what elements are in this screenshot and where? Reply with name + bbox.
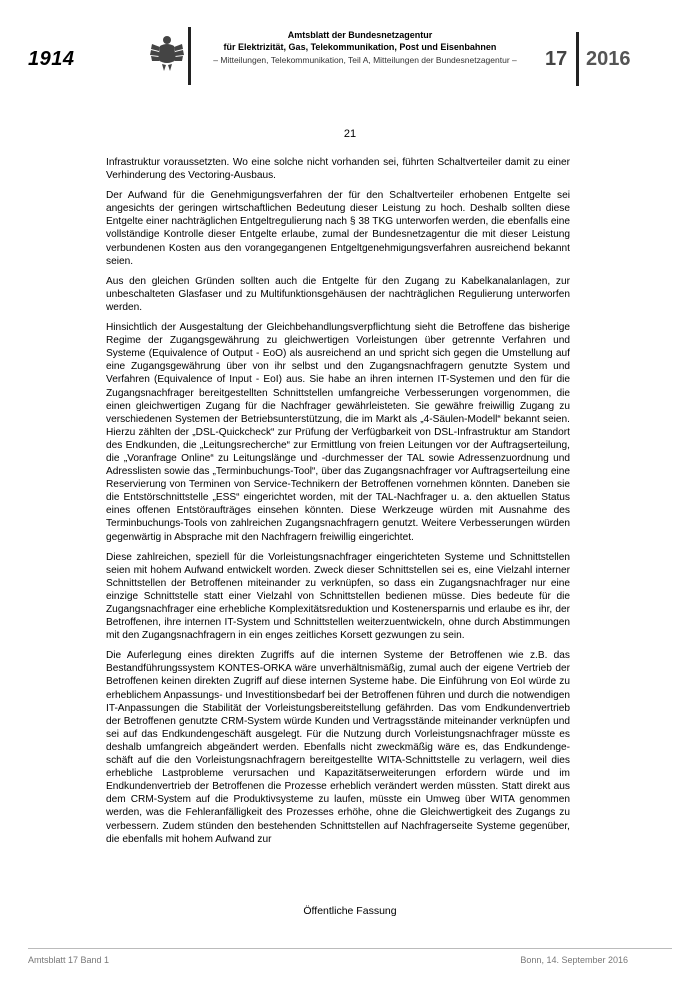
- footer-divider: [28, 948, 672, 949]
- footer-volume: Amtsblatt 17 Band 1: [28, 955, 110, 965]
- journal-title-line1: Amtsblatt der Bundesnetzagentur: [287, 30, 433, 40]
- journal-page-number: 1914: [28, 48, 75, 70]
- header-divider: [188, 27, 191, 85]
- issue-divider: [576, 32, 579, 86]
- paragraph: Hinsichtlich der Ausgestaltung der Gleichbehandlungsverpflichtung sieht die Betroffene das bisherige Regime der Zugangsgewährung zu gleichwertigen Vorleistungen über getrennte Verfahren und Systeme (Equivalence of Output - EoO) als ausreichend an und spricht sich gegen die Umstellung auf eine Zugangsgewährung über von ihr selbst und den Zugangsnachfragern genutzte System und Verfahren (Equivalence of Input - EoI) aus. Sie habe an ihren internen IT-Systemen und den für die Zugangsnachfrager bereitgestellten Schnittstellen umfangreiche Verbesserungen vorgenommen, die einen gleichwertigen Zugang für die Nachfrager gewährleisteten. Sie gewähre freiwillig Zugang zu verschiedenen Systemen der Betriebsunterstützung, die im Markt als „4-Säulen-Modell“ bekannt seien. Hierzu zählten der „DSL-Quickcheck“ zur Prüfung der Verfügbarkeit von DSL-Infrastruktur am Standort des Endkunden, die „Leitungsrecherche“ zur Ermittlung von freien Leitungen vor der Auftragserteilung, die „Voranfrage Online“ zu Leitungslänge und -durchmesser der TAL sowie Adressenzuordnung und Adresslisten sowie das „Terminbuchungs-Tool“, über das Zugangsnachfrager vor Auftragserteilung eine Reservierung von Terminen von Service-Technikern der Betroffenen vornehmen könnten. Daneben sie die Entstörschnittstelle „ESS“ eingerichtet worden, mit der TAL-Nachfrager u. a. den aktuellen Status eines offenen Entstöraufträges einsehen könnten. Diese Werkzeuge würden mit Ausnahme des Terminbuchungs-Tools von zahlreichen Zugangsnachfragern genutzt. Weitere Verbesserungen würden gegenwärtig in Absprache mit den Nachfragern freiwillig eingerichtet.: [106, 322, 570, 543]
- journal-title-line2: für Elektrizität, Gas, Telekommunikation, Post und Eisenbahnen: [223, 42, 497, 52]
- paragraph: Die Auferlegung eines direkten Zugriffs auf die internen Systeme der Betroffenen wie z.B. das Bestandführungssystem KONTES-ORKA wäre unverhältnismäßig, zumal auch der eigene Vertrieb der Betroffenen keinen direkten Zugriff auf diese internen Systeme habe. Die Einführung von EoI würde zu erheblichem Anpassungs- und Investitionsbedarf bei der Betroffenen führen und durch die notwendigen IT-Anpassungen die Stabilität der Vorleistungsbereitstellung gefährden. Das vom Endkundenvertrieb der Betroffenen genutzte CRM-System würde Kunden und Vertragsstände miteinander verknüpfen und sei auf das Endkundengeschäft ausgelegt. Für die Nutzung durch Vorleistungsnachfrager müsste es deshalb umfangreich abgeändert werden. Ebenfalls nicht zweckmäßig wäre es, das Endkundengeschäft auf die den Vorleistungsnachfragern bereitgestellte WITA-Schnittstelle zu verlagern, weil dies erhebliche Lastprobleme verursachen und Kapazitätserweiterungen erfordern würde und im Endkundenvertrieb der Betroffenen die Prozesse erheblich verändert werden müssten. Statt direkt aus dem CRM-System auf die Produktivsysteme zu laufen, müsste ein Umweg über WITA genommen werden, was die Fehleranfälligkeit des Prozesses erhöhe, ohne die Gleichwertigkeit des Zugangs zu verbessern. Zudem stünden den bestehenden Schnittstellen auf Nachfragerseite Systeme gegenüber, die ebenfalls mit hohem Aufwand zur: [106, 650, 570, 845]
- journal-subtitle: – Mitteilungen, Telekommunikation, Teil A, Mitteilungen der Bundesnetzagentur –: [213, 55, 517, 65]
- footer-date: Bonn, 14. September 2016: [520, 955, 628, 965]
- public-version-label: Öffentliche Fassung: [303, 905, 397, 917]
- issue-year: 2016: [586, 48, 631, 70]
- issue-number: 17: [545, 48, 568, 70]
- section-number: 21: [343, 128, 357, 140]
- journal-title: [195, 29, 525, 53]
- federal-eagle-icon: [150, 34, 184, 72]
- paragraph: Diese zahlreichen, speziell für die Vorleistungsnachfrager eingerichteten Systeme und Schnittstellen seien mit hohem Aufwand entwickelt worden. Zweck dieser Schnittstellen sei es, eine Vielzahl interner Schnittstellen der Betroffenen miteinander zu verknüpfen, so dass ein Zugangsnachfrager nur eine einzige Schnittstelle statt einer Vielzahl von Schnittstellen bedienen müsse. Dies bedeute für die Zugangsnachfrager eine erhebliche Komplexitätsreduktion und Kostenersparnis und erlaube es ihr, der Betroffenen, ihre internen IT-System und Schnittstellen weiterzuentwickeln, ohne durch Abstimmungen mit den Zugangsnachfragern in ein enges zeitliches Korsett gezwungen zu sein.: [106, 551, 570, 642]
- paragraph: Infrastruktur voraussetzten. Wo eine solche nicht vorhanden sei, führten Schaltverteiler damit zu einer Verhinderung des Vectoring-Ausbaus.: [106, 157, 570, 182]
- body-text: [106, 156, 570, 853]
- paragraph: Der Aufwand für die Genehmigungsverfahren der für den Schaltverteiler erhobenen Entgelte sei angesichts der geringen wirtschaftlichen Bedeutung dieser Leistung zu hoch. Deshalb sollten diese Entgelte einer nachträglichen Entgeltregulierung nach § 38 TKG unterworfen werden, die ebenfalls eine vollständige Kontrolle dieser Entgelte erlaube, zumal der Bundesnetzagentur die mit dieser Leistung verbundenen Kosten aus den vorangegangenen Entgeltgenehmigungsverfahren ausreichend bekannt seien.: [106, 190, 570, 267]
- paragraph: Aus den gleichen Gründen sollten auch die Entgelte für den Zugang zu Kabelkanalanlagen, zur unbeschalteten Glasfaser und zu Multifunktionsgehäusen der nachträglichen Regulierung unterworfen werden.: [106, 275, 570, 313]
